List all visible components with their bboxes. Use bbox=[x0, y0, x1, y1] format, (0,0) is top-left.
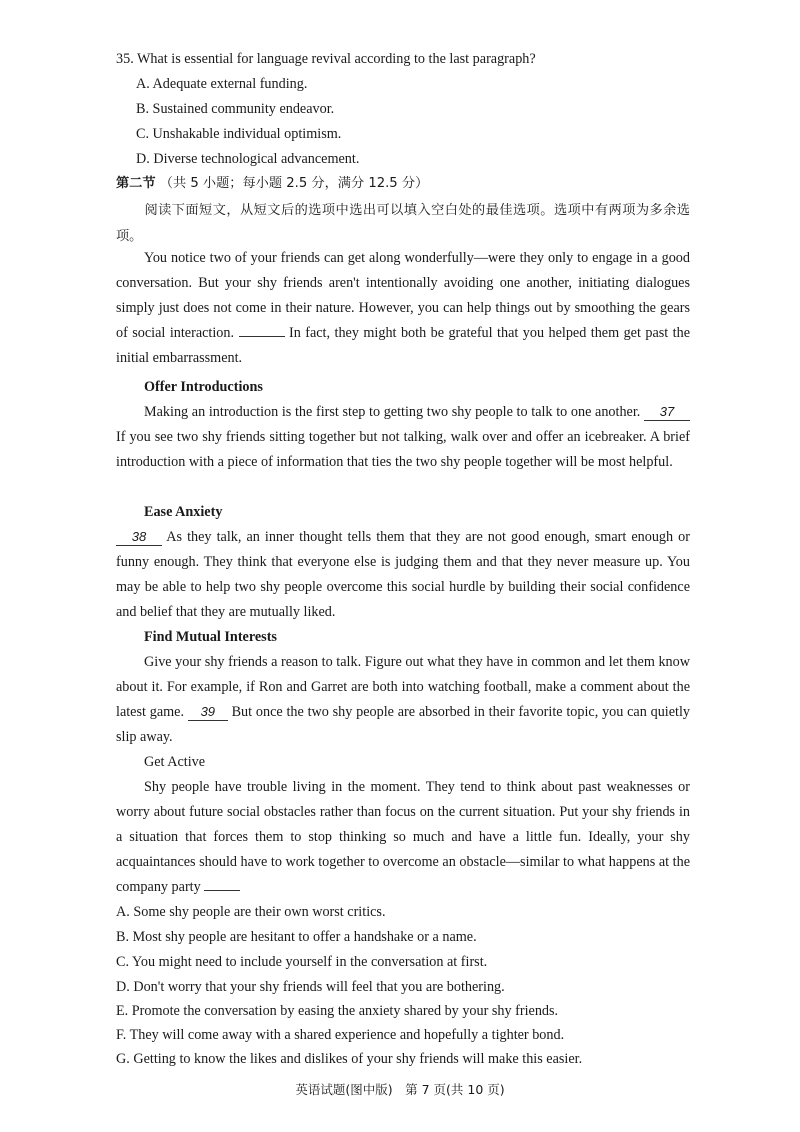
question-option-c: C. Unshakable individual optimism. bbox=[136, 126, 342, 142]
choice-f: F. They will come away with a shared experience and hopefully a tighter bond. bbox=[116, 1027, 565, 1043]
choice-d: D. Don't worry that your shy friends will feel that you are bothering. bbox=[116, 979, 505, 995]
question-option-b: B. Sustained community endeavor. bbox=[136, 101, 335, 117]
passage-paragraph-4: Shy people have trouble living in the moment. They tend to think about past weaknesses or worry about future social obstacles rather than focus on the current situation. Put your shy friends in a situation that forces them to stop thinking so much and have a little fun. Ideally, your shy acquaintances should have to work together to overcome an obstacle—similar to what happens at the company party bbox=[116, 779, 690, 895]
passage-paragraph-3: Give your shy friends a reason to talk. Figure out what they have in common and let them know about it. For example, if Ron and Garret are both into watching football, make a comment about the latest game. 39 But once the two shy people are absorbed in their favorite topic, you can quietly slip away. bbox=[116, 654, 691, 745]
heading-get-active: Get Active bbox=[144, 754, 206, 770]
passage-paragraph-1: Making an introduction is the first step to getting two shy people to talk to one another. 37 If you see two shy friends sitting together but not talking, walk over and offer an icebreaker. A brief introduction with a piece of information that ties the two shy people together will be most helpful. bbox=[116, 404, 690, 470]
blank-37: 37 bbox=[644, 404, 690, 421]
choice-g: G. Getting to know the likes and dislikes of your shy friends will make this easier. bbox=[116, 1051, 583, 1067]
section-title: 第二节 bbox=[116, 176, 156, 191]
choice-b: B. Most shy people are hesitant to offer a handshake or a name. bbox=[116, 929, 477, 945]
blank-39: 39 bbox=[188, 704, 228, 721]
section-instruction: 阅读下面短文，从短文后的选项中选出可以填入空白处的最佳选项。选项中有两项为多余选项。 bbox=[116, 203, 690, 244]
choice-a: A. Some shy people are their own worst critics. bbox=[116, 904, 386, 920]
section-header bbox=[116, 174, 692, 194]
heading-find-mutual-interests: Find Mutual Interests bbox=[144, 629, 277, 645]
question-stem: 35. What is essential for language revival according to the last paragraph? bbox=[116, 51, 536, 67]
passage-intro-text-a: You notice two of your friends can get along wonderfully—were they only to engage in a good conversation. But your shy friends aren't intentionally avoiding one another, initiating dialogues simply just does not come in their nature. However, you can help things out by smoothing the gears of social interaction. bbox=[116, 250, 690, 341]
section-info: （共 5 小题；每小题 2.5 分，满分 12.5 分） bbox=[159, 176, 429, 191]
heading-offer-introductions: Offer Introductions bbox=[144, 379, 263, 395]
page-footer: 英语试题(图中版) 第 7 页(共 10 页) bbox=[295, 1082, 505, 1097]
passage-paragraph-2: 38 As they talk, an inner thought tells them that they are not good enough, smart enough or funny enough. They think that everyone else is judging them and that they never measure up. You may be able to help two shy people overcome this social hurdle by building their social confidence and belief that they are mutually liked. bbox=[116, 529, 690, 620]
choice-c: C. You might need to include yourself in the conversation at first. bbox=[116, 954, 488, 970]
blank-40 bbox=[204, 890, 240, 891]
passage-intro bbox=[116, 246, 690, 371]
question-option-a: A. Adequate external funding. bbox=[136, 76, 308, 92]
blank-36 bbox=[239, 336, 285, 337]
heading-ease-anxiety: Ease Anxiety bbox=[144, 504, 223, 520]
blank-38: 38 bbox=[116, 529, 162, 546]
passage-intro-text-b: In fact, they might both be grateful that you helped them get past the initial embarrassment. bbox=[116, 325, 691, 366]
choice-e: E. Promote the conversation by easing the anxiety shared by your shy friends. bbox=[116, 1003, 559, 1019]
question-option-d: D. Diverse technological advancement. bbox=[136, 151, 360, 167]
